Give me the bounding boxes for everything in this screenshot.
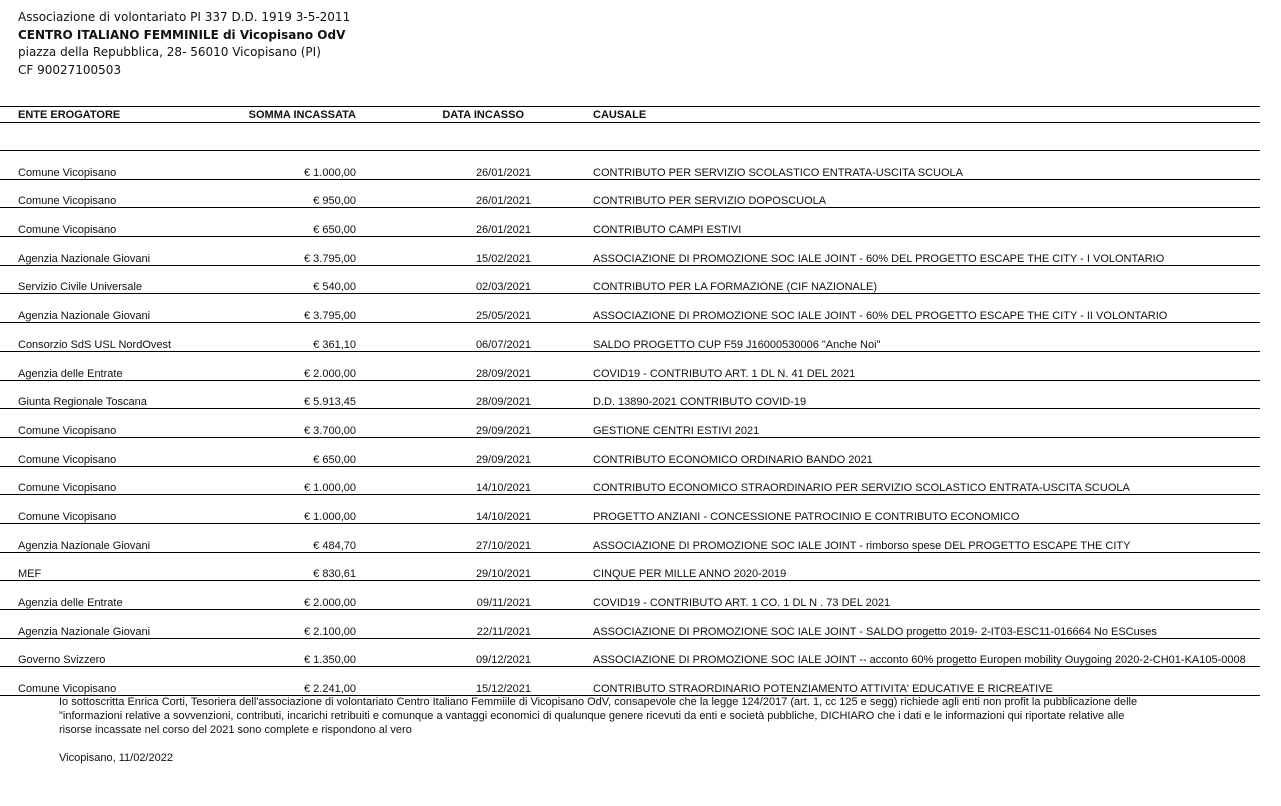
cell-data: 22/11/2021 (356, 610, 531, 639)
cell-somma: € 830,61 (218, 552, 356, 581)
organization-header (18, 9, 350, 79)
cell-ente: Giunta Regionale Toscana (0, 380, 218, 409)
cell-causale: ASSOCIAZIONE DI PROMOZIONE SOC IALE JOINT - rimborso spese DEL PROGETTO ESCAPE THE CITY (531, 523, 1260, 552)
cell-causale: ASSOCIAZIONE DI PROMOZIONE SOC IALE JOINT - 60% DEL PROGETTO ESCAPE THE CITY - II VOLONTARIO (531, 294, 1260, 323)
tax-code: CF 90027100503 (18, 62, 122, 77)
table-row (0, 208, 1260, 237)
cell-ente: Comune Vicopisano (0, 437, 218, 466)
table-row (0, 237, 1260, 266)
cell-causale: CONTRIBUTO STRAORDINARIO POTENZIAMENTO ATTIVITA' EDUCATIVE E RICREATIVE (531, 667, 1260, 696)
cell-ente: Comune Vicopisano (0, 208, 218, 237)
cell-data: 28/09/2021 (356, 380, 531, 409)
cell-data: 15/02/2021 (356, 237, 531, 266)
cell-somma: € 3.700,00 (218, 409, 356, 438)
column-header-causale: CAUSALE (531, 107, 1260, 123)
cell-ente: Consorzio SdS USL NordOvest (0, 323, 218, 352)
place-date: Vicopisano, 11/02/2022 (59, 752, 173, 764)
table-row (0, 638, 1260, 667)
cell-ente: Servizio Civile Universale (0, 265, 218, 294)
table-row (0, 610, 1260, 639)
cell-causale: CINQUE PER MILLE ANNO 2020-2019 (531, 552, 1260, 581)
table-row (0, 667, 1260, 696)
cell-ente: Agenzia Nazionale Giovani (0, 294, 218, 323)
declaration-text: Io sottoscritta Enrica Corti, Tesoriera dell'associazione di volontariato Centro Italiano Femmiile di Vicopisano OdV, consapevole che la legge 124/2017 (art. 1, cc 125 e segg) richiede agli enti non profit la pubblicazione delle "informazioni relative a sovvenzioni, contributi, incarichi retribuiti e comunque a vantaggi economici di qualunque genere ricevuti da enti e società pubbliche, DICHIARO che i dati e le informazioni qui riportate relative alle risorse incassate nel corso del 2021 sono complete e rispondono al vero (59, 696, 1138, 737)
cell-somma: € 5.913,45 (218, 380, 356, 409)
table-row (0, 495, 1260, 524)
cell-data: 02/03/2021 (356, 265, 531, 294)
cell-causale: SALDO PROGETTO CUP F59 J16000530006 "Anche Noi" (531, 323, 1260, 352)
cell-ente: Governo Svizzero (0, 638, 218, 667)
table-row (0, 466, 1260, 495)
cell-ente: Comune Vicopisano (0, 151, 218, 180)
cell-causale: D.D. 13890-2021 CONTRIBUTO COVID-19 (531, 380, 1260, 409)
cell-ente: Agenzia delle Entrate (0, 581, 218, 610)
registration-line: Associazione di volontariato PI 337 D.D. 1919 3-5-2011 (18, 10, 351, 24)
table-row (0, 351, 1260, 380)
cell-somma: € 1.000,00 (218, 151, 356, 180)
cell-causale: CONTRIBUTO ECONOMICO ORDINARIO BANDO 2021 (531, 437, 1260, 466)
cell-causale: CONTRIBUTO PER SERVIZIO DOPOSCUOLA (531, 179, 1260, 208)
cell-causale: COVID19 - CONTRIBUTO ART. 1 CO. 1 DL N . 73 DEL 2021 (531, 581, 1260, 610)
cell-data: 09/11/2021 (356, 581, 531, 610)
cell-somma: € 950,00 (218, 179, 356, 208)
table-row (0, 380, 1260, 409)
cell-somma: € 1.000,00 (218, 495, 356, 524)
cell-somma: € 540,00 (218, 265, 356, 294)
cell-causale: ASSOCIAZIONE DI PROMOZIONE SOC IALE JOINT - SALDO progetto 2019- 2-IT03-ESC11-016664 No ESCuses (531, 610, 1260, 639)
cell-ente: Comune Vicopisano (0, 495, 218, 524)
cell-causale: CONTRIBUTO PER LA FORMAZIONE (CIF NAZIONALE) (531, 265, 1260, 294)
cell-data: 09/12/2021 (356, 638, 531, 667)
cell-data: 27/10/2021 (356, 523, 531, 552)
cell-somma: € 3.795,00 (218, 294, 356, 323)
cell-somma: € 361,10 (218, 323, 356, 352)
table-row (0, 265, 1260, 294)
cell-data: 25/05/2021 (356, 294, 531, 323)
organization-name: CENTRO ITALIANO FEMMINILE di Vicopisano OdV (18, 27, 346, 42)
cell-data: 14/10/2021 (356, 466, 531, 495)
cell-somma: € 2.000,00 (218, 581, 356, 610)
table-row (0, 294, 1260, 323)
table-row (0, 323, 1260, 352)
cell-causale: CONTRIBUTO ECONOMICO STRAORDINARIO PER SERVIZIO SCOLASTICO ENTRATA-USCITA SCUOLA (531, 466, 1260, 495)
cell-causale: COVID19 - CONTRIBUTO ART. 1 DL N. 41 DEL 2021 (531, 351, 1260, 380)
cell-somma: € 650,00 (218, 208, 356, 237)
cell-data: 28/09/2021 (356, 351, 531, 380)
table-row (0, 409, 1260, 438)
cell-causale: PROGETTO ANZIANI - CONCESSIONE PATROCINIO E CONTRIBUTO ECONOMICO (531, 495, 1260, 524)
table-row (0, 523, 1260, 552)
cell-somma: € 484,70 (218, 523, 356, 552)
column-header-somma: SOMMA INCASSATA (218, 107, 356, 123)
cell-somma: € 2.100,00 (218, 610, 356, 639)
cell-ente: Agenzia Nazionale Giovani (0, 523, 218, 552)
cell-data: 06/07/2021 (356, 323, 531, 352)
cell-causale: ASSOCIAZIONE DI PROMOZIONE SOC IALE JOINT -- acconto 60% progetto Europen mobility Ouygoing 2020-2-CH01-KA105-0008 (531, 638, 1260, 667)
organization-address: piazza della Repubblica, 28- 56010 Vicopisano (PI) (18, 45, 321, 59)
cell-somma: € 1.350,00 (218, 638, 356, 667)
table-spacer-row (0, 123, 1260, 151)
cell-somma: € 1.000,00 (218, 466, 356, 495)
cell-data: 29/09/2021 (356, 437, 531, 466)
cell-somma: € 3.795,00 (218, 237, 356, 266)
receipts-table (0, 106, 1260, 696)
table-header-row (0, 107, 1260, 123)
cell-data: 26/01/2021 (356, 179, 531, 208)
table-row (0, 552, 1260, 581)
cell-data: 26/01/2021 (356, 151, 531, 180)
column-header-data: DATA INCASSO (356, 107, 531, 123)
cell-somma: € 2.241,00 (218, 667, 356, 696)
cell-somma: € 2.000,00 (218, 351, 356, 380)
table-row (0, 581, 1260, 610)
cell-ente: Comune Vicopisano (0, 179, 218, 208)
table-row (0, 179, 1260, 208)
cell-ente: Comune Vicopisano (0, 667, 218, 696)
cell-somma: € 650,00 (218, 437, 356, 466)
cell-ente: Agenzia delle Entrate (0, 351, 218, 380)
cell-ente: MEF (0, 552, 218, 581)
cell-data: 15/12/2021 (356, 667, 531, 696)
table-row (0, 151, 1260, 180)
cell-data: 14/10/2021 (356, 495, 531, 524)
cell-data: 26/01/2021 (356, 208, 531, 237)
cell-causale: CONTRIBUTO CAMPI ESTIVI (531, 208, 1260, 237)
cell-causale: CONTRIBUTO PER SERVIZIO SCOLASTICO ENTRATA-USCITA SCUOLA (531, 151, 1260, 180)
table-row (0, 437, 1260, 466)
cell-causale: ASSOCIAZIONE DI PROMOZIONE SOC IALE JOINT - 60% DEL PROGETTO ESCAPE THE CITY - I VOLONTARIO (531, 237, 1260, 266)
cell-causale: GESTIONE CENTRI ESTIVI 2021 (531, 409, 1260, 438)
cell-ente: Agenzia Nazionale Giovani (0, 610, 218, 639)
cell-ente: Agenzia Nazionale Giovani (0, 237, 218, 266)
cell-data: 29/10/2021 (356, 552, 531, 581)
cell-ente: Comune Vicopisano (0, 466, 218, 495)
column-header-ente: ENTE EROGATORE (0, 107, 218, 123)
cell-ente: Comune Vicopisano (0, 409, 218, 438)
cell-data: 29/09/2021 (356, 409, 531, 438)
